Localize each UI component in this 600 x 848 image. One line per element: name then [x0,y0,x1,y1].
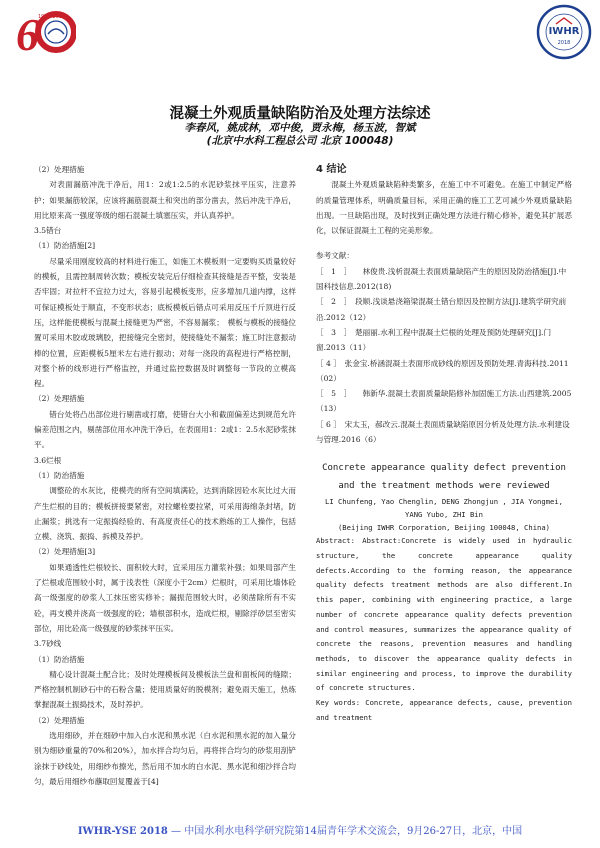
references-heading: 参考文献： [316,251,354,261]
institute-90th-anniversary-logo [14,6,76,56]
section-heading: （1）防治措施[2] [34,241,96,251]
reference-item: ［ 5 ］ 韩新华.混凝土表面质量缺陷修补加固施工方法.山西建筑.2005（13） [316,389,572,414]
logo-years: 1936-2016 [38,14,66,20]
body-paragraph: 如果通透性烂根较长、面积较大时，宜采用压力灌浆补强；如果局部产生了烂根或范围较小时，属于浅表性（深度小于2cm）烂根时，可采用比墙体砼高一级强度的砂浆人工抹压密实修补；漏振范围较大时，必须凿除所有不实砼，再支模并浇高一级强度的砼；墙根部积水，造成烂根，剔除浮砂层至密实部位，用比砼高一级强度的砂浆抹平压实。 [34,562,296,633]
right-column [316,162,582,725]
svg-text:6: 6 [16,9,39,56]
section-heading: 3.5错台 [34,226,62,236]
footer-text: — 中国水利水电科学研究院第14届青年学术交流会，9月26-27日，北京，中国 [167,826,523,837]
section-heading: （2）处理措施[3] [34,547,96,557]
section-heading: （1）防治措施 [34,654,85,664]
logo-iwhr-text: IWHR [548,26,580,37]
body-paragraph: 对表面漏筋冲洗干净后，用1：2或1:2.5的水泥砂浆抹平压实，注意养护；如果漏筋较深，应该将漏筋混凝土和突出的部分凿去，然后冲洗干净后，用比原来高一强度等级的细石混凝土填塞压实，并认真养护。 [34,180,296,220]
body-paragraph: 尽量采用刚度较高的材料进行施工，如施工木模板则一定要购买质量较好的模板，且需控制周转次数；模板安装完后仔细检查其接缝是否平整，安装是否牢固；对拉杆不宜拉力过大，容易引起模板变形，应多增加几道内撑，这样可保证模板处于顺直，不变形状态；底板模板后错点可采用反压千斤顶进行反压，这样能使模板与混凝土接缝更为严密，不容易漏浆； 模板与模板的接缝位置可采用木胶或玻璃胶，把接缝完全密封，使接缝处不漏浆；施工时注意振动棒的位置，应距模板5厘米左右进行振动；对每一浇段的高程进行严格控制，对整个桥的线形进行严格监控，并通过监控数据及时调整每一节段的立模高程。 [34,256,296,389]
reference-item: ［ 1 ］ 林俊贵.浅析混凝土表面质量缺陷产生的原因及防治措施[J].中国科技信息.2012(18) [316,266,567,292]
paper-authors: 李春风，姚成林，邓中俊，贾永梅，杨玉波，智斌 [184,122,416,134]
iwhr-youth-forum-logo [536,4,592,60]
english-keywords: Key words: Concrete, appearance defects, cause, prevention and treatment [316,698,572,722]
paper-title: 混凝土外观质量缺陷防治及处理方法综述 [169,106,431,122]
section-heading: （1）防治措施 [34,470,85,480]
body-paragraph: 调整砼的水灰比，使模壳的所有空间填满砼，达到消除因砼水灰比过大而产生烂根的目的；模板拼接要紧密，对拉螺栓要拉紧，可采用海绵条封堵，防止漏浆；挑选有一定振捣经验的、有高度责任心的技术熟练的工人操作，包括立模、浇筑、振捣、拆模及养护。 [34,486,296,542]
english-abstract: Abstract: Abstract:Concrete is widely used in hydraulic structure, the concrete appearance quality defects.According to the forming reason, the appearance quality defects treatment methods are also different.In this paper, combining with engineering practice, a large number of concrete appearance quality defects prevention and control measures, summarizes the appearance quality of concrete the reasons, prevention measures and handling methods, to discover the appearance quality defects in similar engineering and process, to improve the durability of concrete structures. [316,536,572,693]
english-authors: LI Chunfeng, Yao Chenglin, DENG Zhongjun , JIA Yongmei, [325,497,563,507]
english-title: Concrete appearance quality defect prevention and the treatment methods were reviewed [322,463,566,492]
left-column [34,162,296,789]
english-authors-line2: YANG Yubo, ZHI Bin [405,510,483,520]
reference-item: ［ 4 ］ 张金宝.桥涵混凝土表面形成砂线的原因及预防处理.青海科技.2011（02） [316,358,569,383]
reference-item: ［ 3 ］ 楚丽丽.水利工程中混凝土烂根的处理及预防处理研究[J].门 窗.2013（11） [316,327,582,353]
footer-prefix: IWHR-YSE 2018 [77,826,168,837]
section-heading: （2）处理措施 [34,394,85,404]
reference-item: ［ 6 ］ 宋太玉，郝改云.混凝土表面质量缺陷原因分析及处理方法.水利建设与管理.2016（6） [316,419,570,445]
body-paragraph: 精心设计混凝土配合比；及时处理模板间及模板法兰盘和面板间的缝隙；严格控制机制砂石中的石粉含量；使用质量好的脱模剂；避免雨天施工，热炼掌握混凝土振捣技术，及时养护。 [34,669,296,710]
reference-item: ［ 2 ］ 段顺.浅谈悬浇箱梁混凝土错台原因及控制方法[J].建筑学研究前沿.2012（12） [316,297,567,322]
paper-affiliation: (北京中水科工程总公司 北京 100048) [206,135,394,147]
body-paragraph: 选用细砂，并在细砂中加入白水泥和黑水泥（白水泥和黑水泥的加入量分别为细砂重量的70%和20%），加水拌合均匀后，再将拌合均匀的砂浆用刮铲涂抹于砂线处，用细纱布擦光，然后用不加水的白水泥、黑水泥和细沙拌合均匀，最后用细纱布蘸取回复覆盖于[4] [34,730,296,786]
section-4-heading: 4 结论 [316,164,347,175]
conclusion-paragraph: 混凝土外观质量缺陷种类繁多，在施工中不可避免。在施工中制定严格的质量管理体系，明确质量目标，采用正确的施工工艺可减少外观质量缺陷出现。一旦缺陷出现，及时找到正确处理方法进行精心修补，避免其扩展恶化，以保证混凝土工程的完美形象。 [316,180,572,236]
section-heading: 3.7砂线 [34,639,62,649]
section-heading: （2）处理措施 [34,715,85,725]
section-heading: （2）处理措施 [34,165,85,174]
english-affiliation: (Beijing IWHR Corporation, Beijing 100048, China) [337,523,551,533]
section-heading: 3.6烂根 [34,455,62,465]
logo-year-text: 2018 [557,40,571,46]
conference-footer [0,822,600,837]
reference-list [316,264,582,448]
body-paragraph: 错台处将凸出部位进行剔凿或打磨，使错台大小和截面偏差达到规范允许偏差范围之内，剔凿部位用水冲洗干净后，在表面用1：2或1：2.5水泥砂浆抹平。 [34,409,296,450]
